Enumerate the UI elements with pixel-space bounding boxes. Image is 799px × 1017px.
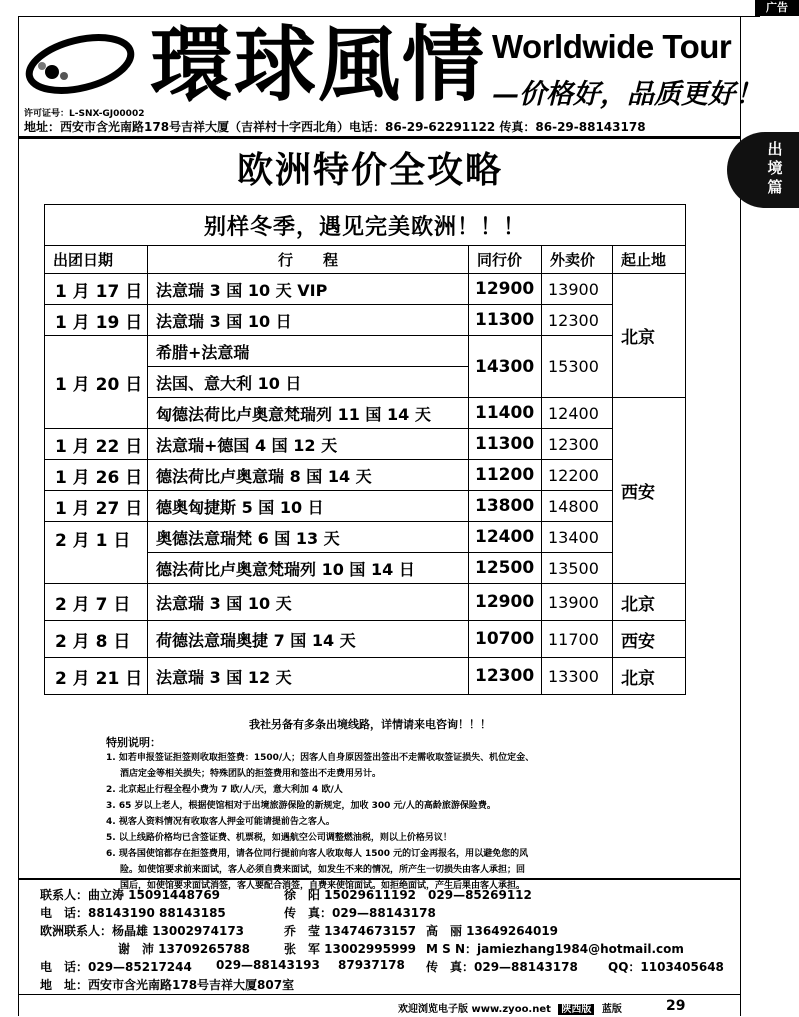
row-sale-price: 13400 — [542, 522, 613, 553]
contact-block — [40, 886, 740, 994]
table-row — [45, 658, 686, 695]
table-row — [45, 584, 686, 621]
table-row — [45, 274, 686, 305]
row-route: 德奥匈捷斯 5 国 10 日 — [148, 491, 469, 522]
note-line: 6. 现各国使馆都存在拒签费用，请各位同行提前向客人收取每人 1500 元的订金再报名，用以避免您的风 — [106, 849, 529, 859]
header-peer-price: 同行价 — [469, 246, 542, 274]
contact-phone: 电 话：029—85217244 — [40, 960, 192, 974]
row-peer-price: 11300 — [469, 429, 542, 460]
header-date: 出团日期 — [45, 246, 148, 274]
contact-person: 欧洲联系人：杨晶雄 13002974173 — [40, 924, 245, 938]
note-line: 酒店定金等相关损失；特殊团队的拒签费用和签出不走费用另计。 — [120, 769, 382, 779]
row-date: 2 月 21 日 — [45, 658, 148, 695]
contact-person: 高 丽 13649264019 — [426, 924, 559, 938]
contact-row — [40, 958, 740, 976]
contact-msn: M S N：jamiezhang1984@hotmail.com — [426, 942, 684, 956]
contacts-divider — [18, 878, 740, 880]
contact-fax: 传 真：029—88143178 — [426, 960, 578, 974]
table-row — [45, 621, 686, 658]
row-peer-price: 11300 — [469, 305, 542, 336]
row-date: 2 月 1 日 — [45, 522, 148, 584]
contact-row — [40, 976, 740, 994]
notes-list — [106, 750, 626, 894]
contact-row — [40, 922, 740, 940]
row-city: 北京 — [613, 274, 686, 398]
row-route: 法国、意大利 10 日 — [148, 367, 469, 398]
table-row — [45, 522, 686, 553]
row-peer-price: 14300 — [469, 336, 542, 398]
row-peer-price: 11200 — [469, 460, 542, 491]
row-city: 北京 — [613, 658, 686, 695]
edition-label: 蓝版 — [601, 1004, 622, 1015]
table-subtitle: 别样冬季，遇见完美欧洲！！！ — [45, 205, 686, 246]
page-title: 欧洲特价全攻略 — [236, 150, 503, 191]
contact-row — [40, 904, 740, 922]
contact-person: 徐 阳 15029611192 029—85269112 — [284, 888, 532, 902]
row-route: 奥德法意瑞梵 6 国 13 天 — [148, 522, 469, 553]
row-peer-price: 12900 — [469, 584, 542, 621]
row-sale-price: 13500 — [542, 553, 613, 584]
frame-top-line — [18, 16, 760, 17]
row-route: 法意瑞 3 国 12 天 — [148, 658, 469, 695]
edition-badge: 陕西版 — [558, 1004, 594, 1015]
header-divider — [18, 136, 740, 139]
row-sale-price: 12400 — [542, 398, 613, 429]
contact-row — [40, 940, 740, 958]
row-date: 2 月 7 日 — [45, 584, 148, 621]
contact-phone: 029—88143193 — [216, 958, 320, 972]
row-route: 法意瑞 3 国 10 天 VIP — [148, 274, 469, 305]
license-number: 许可证号：L-SNX-GJ00002 — [24, 109, 145, 119]
page-number: 29 — [666, 998, 686, 1014]
header-city: 起止地 — [613, 246, 686, 274]
side-tab-label: 出境篇 — [767, 140, 783, 196]
globe-logo-icon — [24, 26, 142, 96]
tour-price-table — [44, 204, 686, 695]
contact-person: 张 军 13002995999 — [284, 942, 417, 956]
notes-title: 特别说明： — [106, 736, 161, 749]
row-peer-price: 12900 — [469, 274, 542, 305]
contact-person: 乔 莹 13474673157 — [284, 924, 417, 938]
row-date: 1 月 17 日 — [45, 274, 148, 305]
row-peer-price: 12400 — [469, 522, 542, 553]
more-routes-note: 我社另备有多条出境线路，详情请来电咨询！！！ — [249, 718, 491, 731]
row-route: 德法荷比卢奥意瑞 8 国 14 天 — [148, 460, 469, 491]
row-route: 希腊+法意瑞 — [148, 336, 469, 367]
brand-chinese-name: 環球風情 — [150, 18, 487, 113]
contact-fax: 传 真：029—88143178 — [284, 906, 436, 920]
row-sale-price: 11700 — [542, 621, 613, 658]
row-sale-price: 12300 — [542, 305, 613, 336]
row-sale-price: 12200 — [542, 460, 613, 491]
row-route: 匈德法荷比卢奥意梵瑞列 11 国 14 天 — [148, 398, 469, 429]
table-row — [45, 336, 686, 367]
note-line: 险。如使馆要求前来面试，客人必须自费来面试，如发生不来的情况，所产生一切损失由客人承担；回 — [120, 865, 526, 875]
note-line: 1. 如若申报签证拒签则收取拒签费：1500/人；因客人自身原因签出签出不走需收取签证损失、机位定金、 — [106, 753, 535, 763]
table-row — [45, 429, 686, 460]
note-line: 国后，如使馆要求面试消签，客人要配合消签，自费来使馆面试。如拒绝面试，产生后果由客人承担。 — [120, 881, 526, 891]
row-date: 1 月 27 日 — [45, 491, 148, 522]
row-date: 2 月 8 日 — [45, 621, 148, 658]
row-date: 1 月 20 日 — [45, 336, 148, 429]
row-peer-price: 12500 — [469, 553, 542, 584]
company-address-line: 地址：西安市含光南路178号吉祥大厦（吉祥村十字西北角）电话：86-29-62291122 传真：86-29-88143178 — [24, 120, 646, 134]
ad-tag: 广告 — [755, 0, 799, 16]
table-header-row — [45, 246, 686, 274]
row-route: 德法荷比卢奥意梵瑞列 10 国 14 日 — [148, 553, 469, 584]
footer-divider — [18, 994, 740, 995]
note-line: 3. 65 岁以上老人，根据使馆相对于出境旅游保险的新规定，加收 300 元/人的高龄旅游保险费。 — [106, 801, 496, 811]
row-city: 西安 — [613, 621, 686, 658]
contact-person: 联系人：曲立涛 15091448769 — [40, 888, 221, 902]
row-sale-price: 13900 — [542, 274, 613, 305]
row-sale-price: 15300 — [542, 336, 613, 398]
row-peer-price: 10700 — [469, 621, 542, 658]
row-date: 1 月 26 日 — [45, 460, 148, 491]
row-date: 1 月 22 日 — [45, 429, 148, 460]
contact-phone: 电 话：88143190 88143185 — [40, 906, 226, 920]
row-sale-price: 13300 — [542, 658, 613, 695]
row-sale-price: 14800 — [542, 491, 613, 522]
row-peer-price: 11400 — [469, 398, 542, 429]
row-route: 法意瑞 3 国 10 天 — [148, 584, 469, 621]
table-row — [45, 460, 686, 491]
row-route: 荷德法意瑞奥捷 7 国 14 天 — [148, 621, 469, 658]
row-sale-price: 13900 — [542, 584, 613, 621]
brand-english-name: Worldwide Tour — [492, 28, 732, 65]
row-sale-price: 12300 — [542, 429, 613, 460]
header-route: 行 程 — [148, 246, 469, 274]
row-peer-price: 12300 — [469, 658, 542, 695]
contact-qq: QQ：1103405648 — [608, 960, 724, 974]
row-peer-price: 13800 — [469, 491, 542, 522]
footer-website: 欢迎浏览电子版 www.zyoo.net — [398, 1004, 551, 1015]
contact-row — [40, 886, 740, 904]
note-line: 4. 视客人资料情况有收取客人押金可能请提前告之客人。 — [106, 817, 335, 827]
row-date: 1 月 19 日 — [45, 305, 148, 336]
contact-address: 地 址：西安市含光南路178号吉祥大厦807室 — [40, 978, 295, 992]
table-row — [45, 305, 686, 336]
contact-phone: 87937178 — [338, 958, 405, 972]
row-route: 法意瑞 3 国 10 日 — [148, 305, 469, 336]
table-row — [45, 491, 686, 522]
note-line: 5. 以上线路价格均已含签证费、机票税，如遇航空公司调整燃油税，则以上价格另议！ — [106, 833, 452, 843]
footer — [398, 1000, 622, 1015]
row-city: 北京 — [613, 584, 686, 621]
row-route: 法意瑞+德国 4 国 12 天 — [148, 429, 469, 460]
header-sale-price: 外卖价 — [542, 246, 613, 274]
note-line: 2. 北京起止行程全程小费为 7 欧/人/天，意大利加 4 欧/人 — [106, 785, 343, 795]
slogan: —价格好，品质更好！ — [492, 79, 762, 110]
contact-person: 谢 沛 13709265788 — [118, 942, 251, 956]
row-city: 西安 — [613, 398, 686, 584]
